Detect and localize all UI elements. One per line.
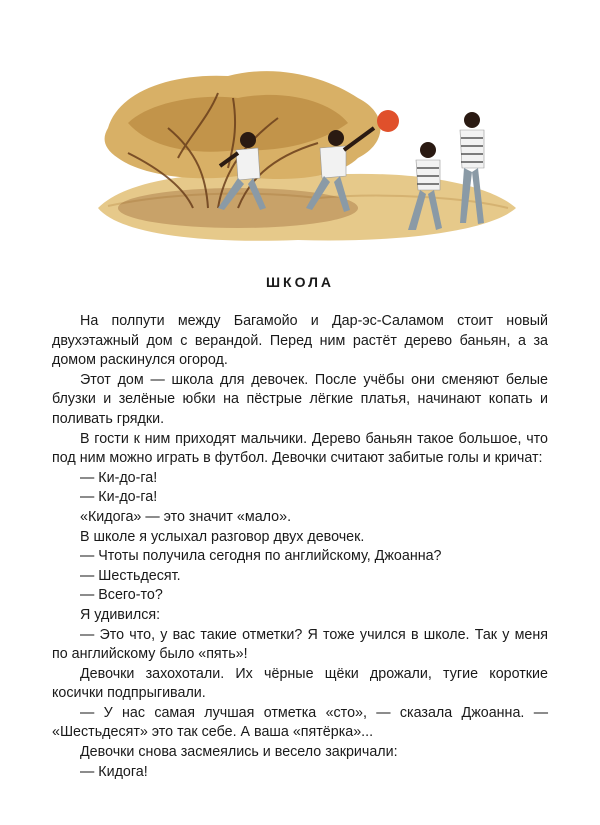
dialogue-line: — Это что, у вас такие отметки? Я тоже учился в школе. Так у меня по английскому было «пять»! <box>52 626 548 663</box>
paragraph: Этот дом — школа для девочек. После учёбы они сменяют белые блузки и зелёные юбки на пёстрые лёгкие платья, начинают копать и поливать грядки. <box>52 371 548 427</box>
dialogue-line: — Шестьдесят. <box>80 567 181 584</box>
dialogue-line: — Кидога! <box>80 763 148 780</box>
article-text <box>52 312 548 782</box>
illustration-boys-playing-football <box>88 58 520 258</box>
paragraph: Девочки снова засмеялись и весело закричали: <box>80 744 398 761</box>
paragraph: На полпути между Багамойо и Дар-эс-Саламом стоит новый двухэтажный дом с верандой. Перед ним растёт дерево баньян, а за домом раскинулся огород. <box>52 313 548 369</box>
paragraph: Девочки захохотали. Их чёрные щёки дрожали, тугие короткие косички подпрыгивали. <box>52 665 548 702</box>
paragraph: В гости к ним приходят мальчики. Дерево баньян такое большое, что под ним можно играть в футбол. Девочки считают забитые голы и кричат: <box>52 430 548 467</box>
paragraph: В школе я услыхал разговор двух девочек. <box>80 528 365 545</box>
dialogue-line: — Ки-до-га! <box>80 469 158 486</box>
paragraph: Я удивился: <box>80 606 161 623</box>
paragraph: «Кидога» — это значит «мало». <box>80 508 292 525</box>
page-title: ШКОЛА <box>265 274 335 290</box>
dialogue-line: — У нас самая лучшая отметка «сто», — сказала Джоанна. — «Шестьдесят» это так себе. А ваша «пятёрка»... <box>52 704 548 741</box>
dialogue-line: — Ки-до-га! <box>80 489 158 506</box>
dialogue-line: — Чтоты получила сегодня по английскому, Джоанна? <box>80 548 442 565</box>
dialogue-line: — Всего-то? <box>80 587 163 604</box>
